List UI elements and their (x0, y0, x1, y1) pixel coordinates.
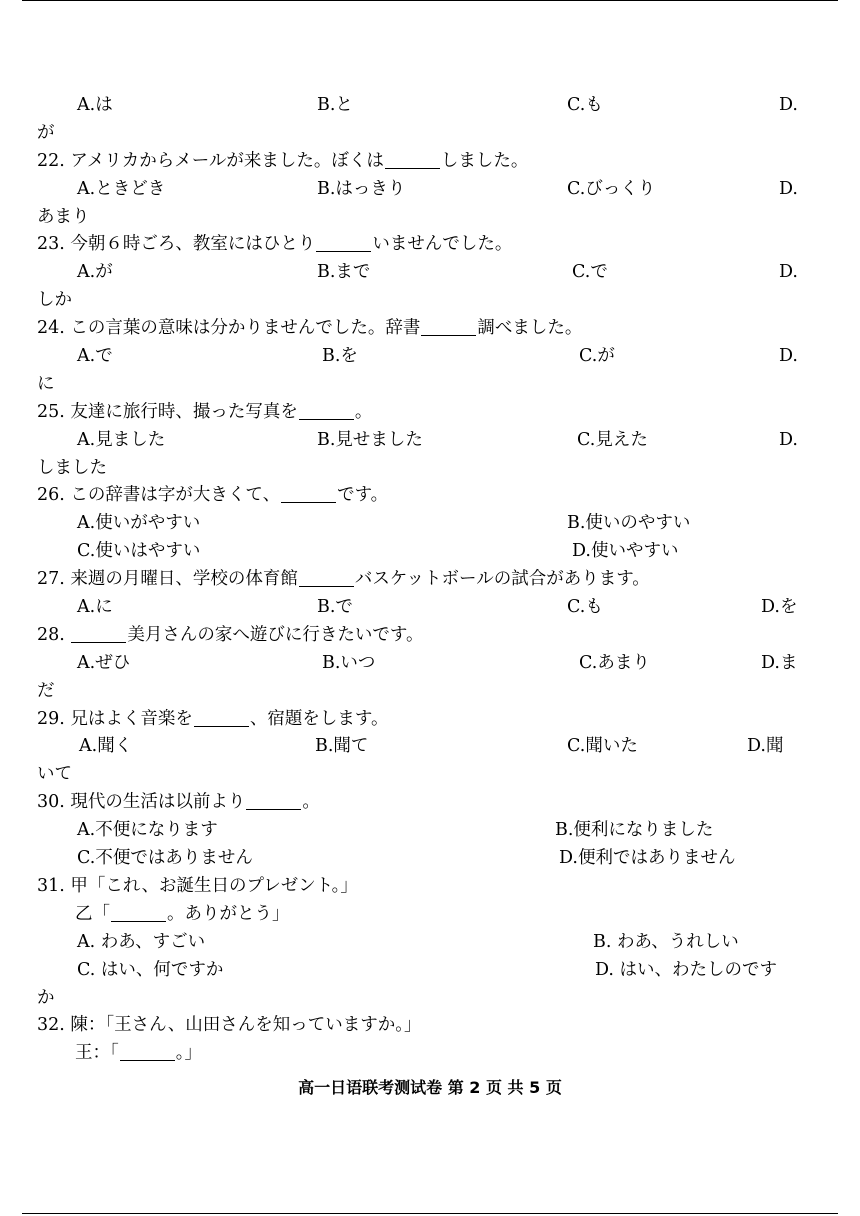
answer-blank (316, 234, 371, 253)
option-text-wrap: しました (37, 457, 107, 478)
question-number: 24. (37, 318, 65, 339)
question-stem: 友達に旅行時、撮った写真を (70, 401, 298, 422)
option-continuation (37, 204, 817, 232)
option-continuation (37, 371, 817, 399)
answer-option: D. はい、わたしのです (595, 959, 778, 980)
dialogue-end: 。ありがとう」 (167, 903, 290, 924)
answer-option: C.あまり (579, 652, 650, 673)
option-row (37, 427, 817, 455)
answer-option: B.便利になりました (555, 820, 714, 841)
answer-option: A.に (77, 597, 113, 618)
answer-blank (281, 485, 336, 504)
question (37, 622, 817, 650)
question (37, 706, 817, 734)
question-list (37, 92, 817, 1068)
question-number: 28. (37, 624, 65, 645)
question-number: 27. (37, 569, 65, 590)
question-stem-end: 。 (302, 792, 320, 813)
answer-option: C. はい、何ですか (77, 959, 224, 980)
answer-option: B. わあ、うれしい (593, 931, 739, 952)
page-footer: 高一日语联考测试卷 第 2 页 共 5 页 (298, 1078, 562, 1097)
speaker: 王：「 (75, 1043, 119, 1064)
option-row (37, 92, 817, 120)
answer-option: A.ぜひ (77, 652, 131, 673)
answer-blank (194, 708, 249, 727)
answer-option: C.見えた (577, 429, 648, 450)
answer-option: D. (779, 178, 798, 199)
answer-option: C.が (579, 346, 615, 367)
option-row (37, 650, 817, 678)
answer-option: A.が (77, 262, 113, 283)
dialogue-line (37, 901, 817, 929)
question-text (37, 231, 512, 259)
question-stem: 現代の生活は以前より (70, 792, 246, 813)
answer-blank (385, 150, 440, 169)
question-number: 30. (37, 792, 65, 813)
option-continuation (37, 120, 817, 148)
option-text-wrap: が (37, 122, 55, 143)
answer-option: A.不便になります (77, 820, 218, 841)
option-row (37, 259, 817, 287)
answer-option: B.を (322, 346, 358, 367)
answer-option: D. (779, 346, 798, 367)
question-text (37, 706, 389, 734)
question-stem: 今朝６時ごろ、教室にはひとり (70, 234, 316, 255)
question (37, 873, 817, 901)
question-text (37, 315, 582, 343)
answer-option: A.使いがやすい (77, 513, 201, 534)
option-row (37, 845, 817, 873)
question-stem-end: 。 (354, 401, 373, 422)
option-continuation (37, 761, 817, 789)
answer-option: D.ま (761, 652, 798, 673)
answer-blank (120, 1043, 175, 1062)
answer-blank (299, 401, 354, 420)
answer-option: B.いつ (322, 652, 376, 673)
dialogue-text (75, 1040, 202, 1068)
answer-option: B.使いのやすい (567, 513, 691, 534)
answer-option: D. (779, 262, 798, 283)
option-row (37, 343, 817, 371)
question-stem-end: 美月さんの家へ遊びに行きたいです。 (127, 624, 424, 645)
answer-option: D.便利ではありません (559, 848, 736, 869)
answer-option: A.ときどき (77, 178, 166, 199)
answer-blank (299, 569, 354, 588)
answer-option: A. わあ、すごい (77, 931, 206, 952)
question (37, 231, 817, 259)
answer-option: B.と (317, 95, 353, 115)
question-stem-end: 調べました。 (477, 318, 583, 339)
answer-blank (246, 792, 301, 811)
option-text-wrap: だ (37, 680, 55, 701)
answer-blank (71, 624, 126, 643)
speaker: 乙「 (75, 903, 110, 924)
answer-option: A.見ました (77, 429, 166, 450)
answer-option: A.は (77, 95, 113, 115)
answer-option: B.まで (317, 262, 371, 283)
question-number: 25. (37, 401, 65, 422)
option-row (37, 594, 817, 622)
question-number: 23. (37, 234, 65, 255)
question-stem: この辞書は字が大きくて、 (70, 485, 281, 506)
question (37, 148, 817, 176)
question (37, 789, 817, 817)
dialogue-line (37, 1040, 817, 1068)
option-row (37, 733, 817, 761)
question-text (37, 148, 528, 176)
option-continuation (37, 678, 817, 706)
question-text: 32. 陳：「王さん、山田さんを知っていますか。」 (37, 1015, 422, 1036)
question-stem-end: です。 (337, 485, 389, 506)
option-text-wrap: いて (37, 764, 72, 785)
question (37, 482, 817, 510)
answer-option: C.聞いた (567, 736, 638, 757)
dialogue-end: 。」 (175, 1043, 202, 1064)
question-stem: 来週の月曜日、学校の体育館 (70, 569, 298, 590)
question-text (37, 566, 650, 594)
question (37, 566, 817, 594)
question (37, 399, 817, 427)
question-stem-end: しました。 (440, 150, 529, 171)
option-text-wrap: しか (37, 290, 72, 311)
answer-blank (111, 903, 166, 922)
option-row (37, 957, 817, 985)
dialogue-text (75, 901, 290, 929)
question (37, 315, 817, 343)
answer-option: D.を (761, 597, 798, 618)
option-text-wrap: か (37, 987, 55, 1008)
answer-option: C.不便ではありません (77, 848, 253, 869)
option-row (37, 510, 817, 538)
answer-blank (421, 318, 476, 337)
question-text (37, 622, 424, 650)
question-number: 29. (37, 708, 65, 729)
question-number: 22. (37, 150, 65, 171)
question-stem: アメリカからメールが来ました。ぼくは (70, 150, 384, 171)
top-rule (22, 0, 838, 1)
option-continuation (37, 455, 817, 483)
bottom-rule (22, 1213, 838, 1214)
option-continuation (37, 287, 817, 315)
question-stem-end: いませんでした。 (372, 234, 513, 255)
answer-option: B.で (317, 597, 353, 618)
option-text-wrap: あまり (37, 206, 90, 227)
option-row (37, 817, 817, 845)
answer-option: B.聞て (315, 736, 369, 757)
question-stem: 兄はよく音楽を (70, 708, 193, 729)
question-number: 26. (37, 485, 65, 506)
question-text (37, 789, 320, 817)
answer-option: A.で (77, 346, 113, 367)
option-row (37, 929, 817, 957)
answer-option: C.も (567, 95, 603, 115)
answer-option: C.で (572, 262, 608, 283)
question-stem: この言葉の意味は分かりませんでした。辞書 (70, 318, 421, 339)
answer-option: D.聞 (747, 736, 784, 757)
answer-option: D. (779, 429, 798, 450)
question-text (37, 399, 372, 427)
question-stem-end: 、宿題をします。 (249, 708, 389, 729)
question-text: 31. 甲「これ、お誕生日のプレゼント。」 (37, 875, 358, 896)
option-text-wrap: に (37, 373, 55, 394)
answer-option: B.はっきり (317, 178, 406, 199)
answer-option: A.聞く (79, 736, 133, 757)
answer-option: C.びっくり (567, 178, 656, 199)
answer-option: D. (779, 95, 798, 115)
question (37, 1012, 817, 1040)
answer-option: B.見せました (317, 429, 423, 450)
option-continuation (37, 985, 817, 1013)
option-row (37, 538, 817, 566)
answer-option: C.も (567, 597, 603, 618)
answer-option: C.使いはやすい (77, 541, 201, 562)
question-text (37, 482, 388, 510)
answer-option: D.使いやすい (572, 541, 679, 562)
option-row (37, 176, 817, 204)
question-stem-end: バスケットボールの試合があります。 (354, 569, 650, 590)
